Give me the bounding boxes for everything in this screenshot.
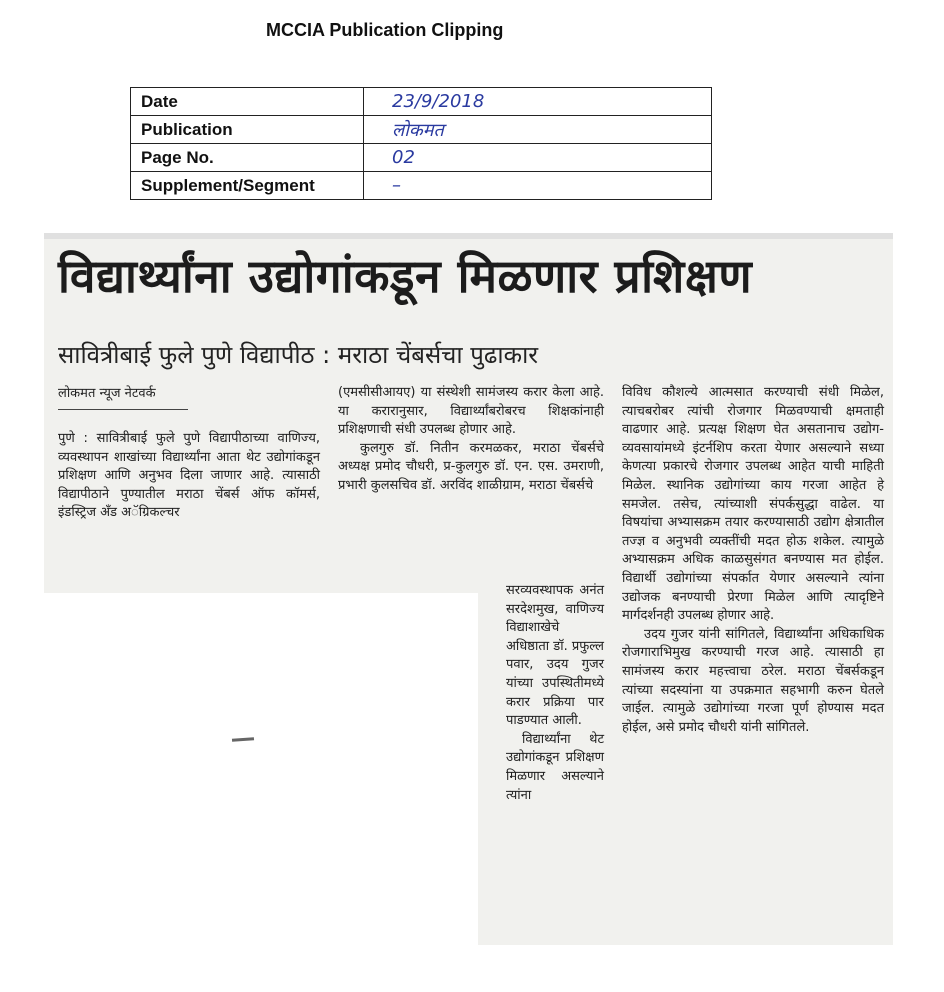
byline-divider	[58, 409, 188, 410]
article-column-2	[338, 384, 604, 496]
paragraph: सरव्यवस्थापक अनंत सरदेशमुख, वाणिज्य विद्याशाखेचे अधिष्ठाता डॉ. प्रफुल्ल पवार, उदय गुजर यांच्या उपस्थितीमध्ये करार प्रक्रिया पार पाडण्यात आली.	[506, 583, 604, 729]
article-column-3	[622, 384, 884, 737]
table-row	[131, 144, 712, 172]
paragraph: उदय गुजर यांनी सांगितले, विद्यार्थ्यांना अधिकाधिक रोजगाराभिमुख करण्याची गरज आहे. त्यासाठी हा सामंजस्य करार महत्त्वाचा ठरेल. मराठा चेंबर्सकडून त्यांच्या सदस्यांना या उपक्रमात सहभागी करुन घेतले जाईल. त्यामुळे उद्योगांच्या गरजा पूर्ण होण्यास मदत होईल, असे प्रमोद चौधरी यांनी सांगितले.	[622, 626, 884, 735]
article-column-2-narrow	[506, 582, 604, 805]
pen-mark	[232, 737, 254, 742]
article-headline: विद्यार्थ्यांना उद्योगांकडून मिळणार प्रशिक्षण	[58, 249, 753, 303]
segment-label: Supplement/Segment	[131, 172, 364, 200]
table-row	[131, 172, 712, 200]
segment-value: –	[364, 172, 712, 200]
publication-value: लोकमत	[364, 116, 712, 144]
date-label: Date	[131, 88, 364, 116]
date-value: 23/9/2018	[364, 88, 712, 116]
article-byline: लोकमत न्यूज नेटवर्क	[58, 386, 156, 401]
page-title: MCCIA Publication Clipping	[266, 20, 504, 40]
table-row	[131, 116, 712, 144]
paragraph: पुणे : सावित्रीबाई फुले पुणे विद्यापीठाच्या वाणिज्य, व्यवस्थापन शाखांच्या विद्यार्थ्यांना आता थेट उद्योगांकडून प्रशिक्षण आणि अनुभव दिला जाणार आहे. त्यासाठी विद्यापीठाने पुण्यातील मराठा चेंबर्स ऑफ कॉमर्स, इंडस्ट्रिज अँड अॅग्रिकल्चर	[58, 431, 320, 521]
paragraph: (एमसीसीआयए) या संस्थेशी सामंजस्य करार केला आहे. या करारानुसार, विद्यार्थ्यांबरोबरच शिक्षकांनाही प्रशिक्षणाची संधी उपलब्ध होणार आहे.	[338, 385, 604, 438]
clipping-info-table	[130, 87, 712, 200]
publication-label: Publication	[131, 116, 364, 144]
clipping-edge	[44, 233, 893, 239]
article-subheadline: सावित्रीबाई फुले पुणे विद्यापीठ : मराठा चेंबर्सचा पुढाकार	[58, 341, 539, 369]
page-no-value: 02	[364, 144, 712, 172]
page-no-label: Page No.	[131, 144, 364, 172]
article-column-1	[58, 430, 320, 523]
table-row	[131, 88, 712, 116]
paragraph: कुलगुरु डॉ. नितीन करमळकर, मराठा चेंबर्सचे अध्यक्ष प्रमोद चौधरी, प्र-कुलगुरु डॉ. एन. एस. उमराणी, प्रभारी कुलसचिव डॉ. अरविंद शाळीग्राम, मराठा चेंबर्सचे	[338, 440, 604, 493]
paragraph: विविध कौशल्ये आत्मसात करण्याची संधी मिळेल, त्याचबरोबर त्यांची रोजगार मिळवण्याची क्षमताही वाढणार आहे. प्रत्यक्ष शिक्षण घेत असतानाच उद्योग-व्यवसायांमध्ये इंटर्नशिप करता येणार असल्याने सध्या केणत्या प्रकारचे रोजगार उपलब्ध आहेत याची माहिती मिळेल. स्थानिक उद्योगांच्या काय गरजा आहेत हे समजेल. तसेच, त्यांच्याशी संपर्कसुद्धा वाढेल. या विषयांचा अभ्यासक्रम तयार करण्यासाठी उद्योग क्षेत्रातील तज्ज्ञ व अनुभवी व्यक्तींची मदत होऊ शकेल. त्यामुळे अभ्यासक्रम अधिक काळसुसंगत बनण्यास मत होईल. विद्यार्थी उद्योगांच्या संपर्कात येणार असल्याने त्यांना उद्योजक बनण्याची प्रेरणा मिळेल आणि त्यादृष्टिने मार्गदर्शनही उपलब्ध होणार आहे.	[622, 385, 884, 624]
paragraph: विद्यार्थ्यांना थेट उद्योगांकडून प्रशिक्षण मिळणार असल्याने त्यांना	[506, 731, 604, 803]
